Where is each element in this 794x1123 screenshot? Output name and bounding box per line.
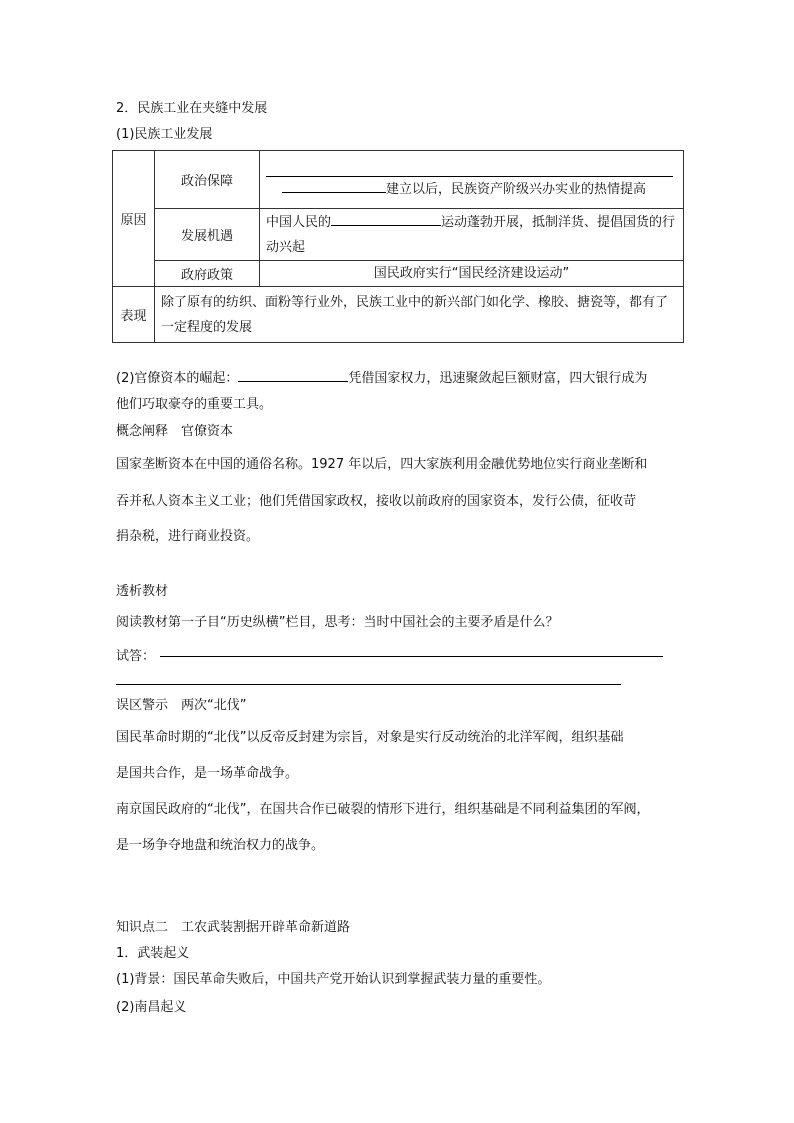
answer-blank[interactable] (238, 367, 348, 382)
knowledge-2-title: 知识点二 工农武装割据开辟革命新道路 (116, 920, 351, 935)
concept-line: 国家垄断资本在中国的通俗名称。1927 年以后，四大家族利用金融优势地位实行商业垄断和 (116, 457, 648, 472)
subsection-1-title: (1)民族工业发展 (116, 127, 213, 142)
warning-title: 误区警示 两次“北伐” (116, 698, 247, 713)
warning-line: 是一场争夺地盘和统治权力的战争。 (116, 838, 325, 853)
reason-label: 原因 (113, 151, 155, 287)
warning-line: 是国共合作，是一场革命战争。 (116, 766, 299, 781)
row-text-opportunity: 中国人民的 运动蓬勃开展，抵制洋货、提倡国货的行动兴起 (260, 209, 684, 261)
answer-line[interactable] (116, 684, 621, 685)
warning-line: 国民革命时期的“北伐”以反帝反封建为宗旨，对象是实行反动统治的北洋军阀，组织基础 (116, 730, 624, 745)
concept-line: 捐杂税，进行商业投资。 (116, 529, 260, 544)
item-1-title: 1．武装起义 (116, 946, 190, 961)
nanchang-title: (2)南昌起义 (116, 1000, 187, 1015)
analysis-question: 阅读教材第一子目“历史纵横”栏目，思考：当时中国社会的主要矛盾是什么？ (116, 615, 559, 630)
concept-line: 吞并私人资本主义工业；他们凭借国家政权，接收以前政府的国家资本，发行公债，征收苛 (116, 494, 637, 509)
row-label-political: 政治保障 (155, 151, 260, 209)
background-text: (1)背景：国民革命失败后，中国共产党开始认识到掌握武装力量的重要性。 (116, 972, 551, 987)
answer-blank[interactable] (331, 211, 441, 226)
subsection-2-line2: 他们巧取豪夺的重要工具。 (116, 397, 273, 412)
answer-label: 试答： (116, 649, 156, 664)
row-text-policy: 国民政府实行“国民经济建设运动” (260, 261, 684, 287)
row-label-policy: 政府政策 (155, 261, 260, 287)
row-text-political: 建立以后，民族资产阶级兴办实业的热情提高 (260, 151, 684, 209)
section-2-title: 2．民族工业在夹缝中发展 (116, 101, 268, 116)
row-label-opportunity: 发展机遇 (155, 209, 260, 261)
industry-table (112, 150, 684, 343)
answer-blank[interactable] (266, 162, 673, 177)
analysis-title: 透析教材 (116, 584, 169, 599)
performance-text: 除了原有的纺织、面粉等行业外，民族工业中的新兴部门如化学、橡胶、搪瓷等，都有了一定程度的发展 (155, 287, 684, 343)
answer-blank[interactable] (282, 178, 386, 193)
warning-line: 南京国民政府的“北伐”，在国共合作已破裂的情形下进行，组织基础是不同利益集团的军阀， (116, 802, 650, 817)
subsection-2: (2)官僚资本的崛起： 凭借国家权力，迅速聚敛起巨额财富，四大银行成为 (116, 367, 647, 386)
performance-label: 表现 (113, 287, 155, 343)
concept-title: 概念阐释 官僚资本 (116, 424, 234, 439)
answer-line[interactable] (160, 656, 663, 657)
